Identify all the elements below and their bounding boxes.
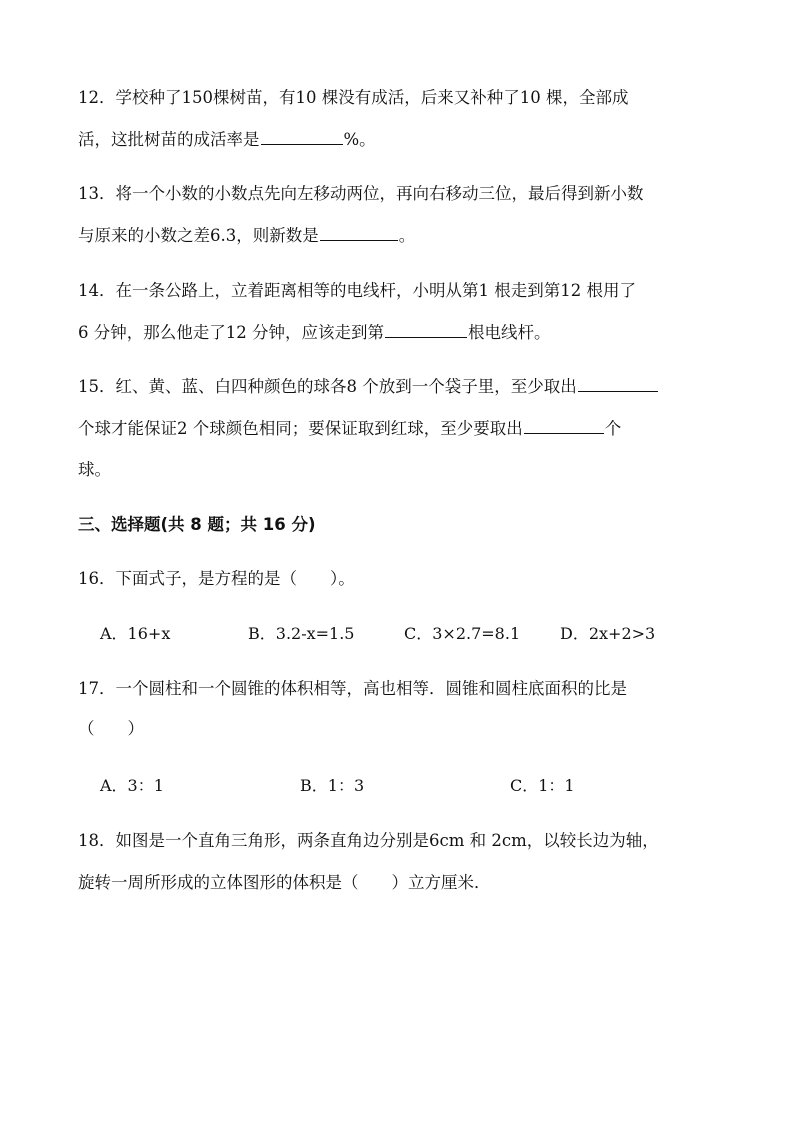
q17-option-a: A．3：1 <box>100 776 164 795</box>
q13-line1: 13．将一个小数的小数点先向左移动两位，再向右移动三位，最后得到新小数 <box>78 184 644 203</box>
q15-line2 <box>78 421 621 438</box>
q12-answer-blank <box>261 143 343 145</box>
q18-line2: 旋转一周所形成的立体图形的体积是（ ）立方厘米． <box>78 873 491 892</box>
q15-answer-blank-1 <box>578 390 658 392</box>
q16-option-d: D．2x+2>3 <box>560 624 656 643</box>
q15-line3: 球。 <box>78 460 111 479</box>
q15-text-2: 个球才能保证2 个球颜色相同；要保证取到红球，至少要取出 <box>78 419 523 438</box>
q16-stem: 16．下面式子，是方程的是（ ）。 <box>78 569 355 588</box>
q14-suffix: 根电线杆。 <box>467 323 551 342</box>
q15-line1 <box>78 379 659 396</box>
q13-text: 与原来的小数之差6.3，则新数是 <box>78 226 319 245</box>
q17-line2: （ ） <box>78 719 144 738</box>
q14-answer-blank <box>385 336 467 338</box>
q12-suffix: %。 <box>343 130 376 149</box>
q12-line2 <box>78 132 376 149</box>
q16-option-c: C．3×2.7=8.1 <box>404 624 521 643</box>
q15-answer-blank-2 <box>524 432 604 434</box>
q12-line1: 12．学校种了150棵树苗，有10 棵没有成活，后来又补种了10 棵，全部成 <box>78 88 629 107</box>
q14-text: 6 分钟，那么他走了12 分钟，应该走到第 <box>78 323 384 342</box>
q14-line2 <box>78 325 550 342</box>
q16-option-b: B．3.2-x=1.5 <box>248 624 355 643</box>
q15-text: 15．红、黄、蓝、白四种颜色的球各8 个放到一个袋子里，至少取出 <box>78 377 577 396</box>
q18-line1: 18．如图是一个直角三角形，两条直角边分别是6cm 和 2cm，以较长边为轴， <box>78 831 659 850</box>
q14-line1: 14．在一条公路上，立着距离相等的电线杆，小明从第1 根走到第12 根用了 <box>78 281 636 300</box>
q16-option-a: A．16+x <box>100 624 171 643</box>
q17-option-c: C．1：1 <box>510 776 575 795</box>
q13-line2 <box>78 228 415 245</box>
q17-option-b: B．1：3 <box>300 776 365 795</box>
section-title: 三、选择题(共 8 题；共 16 分) <box>78 515 316 534</box>
q15-suffix: 个 <box>604 419 622 438</box>
q17-line1: 17．一个圆柱和一个圆锥的体积相等，高也相等．圆锥和圆柱底面积的比是 <box>78 679 627 698</box>
q13-answer-blank <box>320 239 398 241</box>
q13-suffix: 。 <box>398 226 416 245</box>
q12-text: 活，这批树苗的成活率是 <box>78 130 260 149</box>
